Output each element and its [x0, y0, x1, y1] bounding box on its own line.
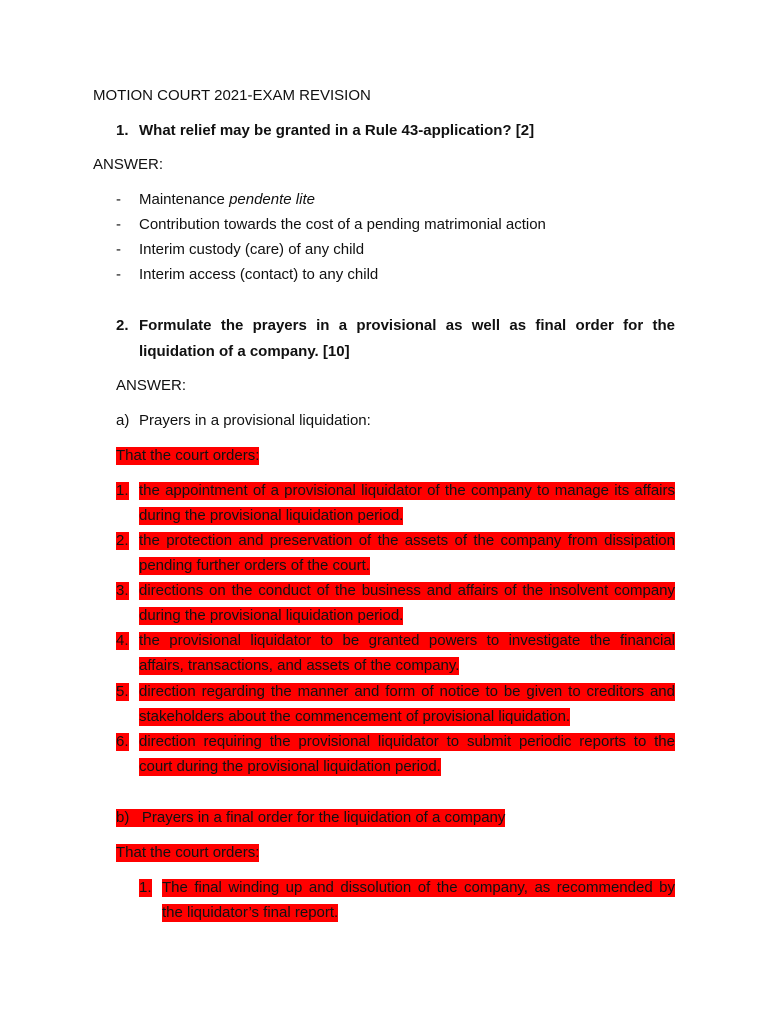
prayer-line: affairs, transactions, and assets of the company.: [139, 657, 460, 674]
prayer-line: the provisional liquidator to be granted powers to investigate the financial: [139, 632, 675, 649]
bullet-dash: -: [116, 266, 121, 283]
prayer-line: direction regarding the manner and form of notice to be given to creditors and: [139, 683, 675, 700]
prayer-number: 1.: [116, 482, 129, 499]
prayer-line: pending further orders of the court.: [139, 557, 370, 574]
prayer-number: 1.: [139, 879, 152, 896]
court-orders-label: That the court orders:: [116, 447, 260, 464]
prayer-line: stakeholders about the commencement of provisional liquidation.: [139, 708, 571, 725]
part-b-heading: [116, 809, 505, 827]
prayer-line: The final winding up and dissolution of the company, as recommended by: [162, 879, 675, 896]
prayer-number: 3.: [116, 582, 129, 599]
document-title: MOTION COURT 2021-EXAM REVISION: [93, 87, 371, 104]
question-1-number: 1.: [116, 122, 129, 139]
bullet-dash: -: [116, 191, 121, 208]
answer-item: Interim custody (care) of any child: [139, 241, 365, 258]
question-2-number: 2.: [116, 317, 129, 334]
bullet-dash: -: [116, 216, 121, 233]
prayer-line: during the provisional liquidation period.: [139, 607, 404, 624]
question-2-line-2: liquidation of a company. [10]: [139, 343, 350, 360]
prayer-line: the protection and preservation of the assets of the company from dissipation: [139, 532, 675, 549]
part-a-marker: a): [116, 412, 130, 429]
answer-item-text: Maintenance: [139, 191, 230, 208]
prayer-number: 6.: [116, 733, 129, 750]
part-a-heading: Prayers in a provisional liquidation:: [139, 412, 371, 429]
prayer-line: direction requiring the provisional liquidator to submit periodic reports to the: [139, 733, 675, 750]
part-b-text: Prayers in a final order for the liquidation of a company: [141, 809, 506, 826]
answer-item: Interim access (contact) to any child: [139, 266, 379, 283]
prayer-line: the liquidator’s final report.: [162, 904, 339, 921]
prayer-line: directions on the conduct of the business and affairs of the insolvent company: [139, 582, 675, 599]
answer-item: Contribution towards the cost of a pending matrimonial action: [139, 216, 546, 233]
answer-label-1: ANSWER:: [93, 156, 164, 173]
prayer-line: during the provisional liquidation period.: [139, 507, 404, 524]
prayer-number: 4.: [116, 632, 129, 649]
bullet-dash: -: [116, 241, 121, 258]
answer-label-2: ANSWER:: [116, 377, 187, 394]
answer-item: [139, 191, 315, 209]
prayer-number: 5.: [116, 683, 129, 700]
question-1-text: What relief may be granted in a Rule 43-application? [2]: [139, 122, 535, 139]
answer-item-italic: pendente lite: [229, 191, 315, 208]
part-b-marker: b): [116, 809, 130, 826]
court-orders-label: That the court orders:: [116, 844, 260, 861]
question-2-line-1: Formulate the prayers in a provisional as well as final order for the: [139, 317, 675, 334]
prayer-line: court during the provisional liquidation period.: [139, 758, 441, 775]
prayer-number: 2.: [116, 532, 129, 549]
prayer-line: the appointment of a provisional liquidator of the company to manage its affairs: [139, 482, 675, 499]
